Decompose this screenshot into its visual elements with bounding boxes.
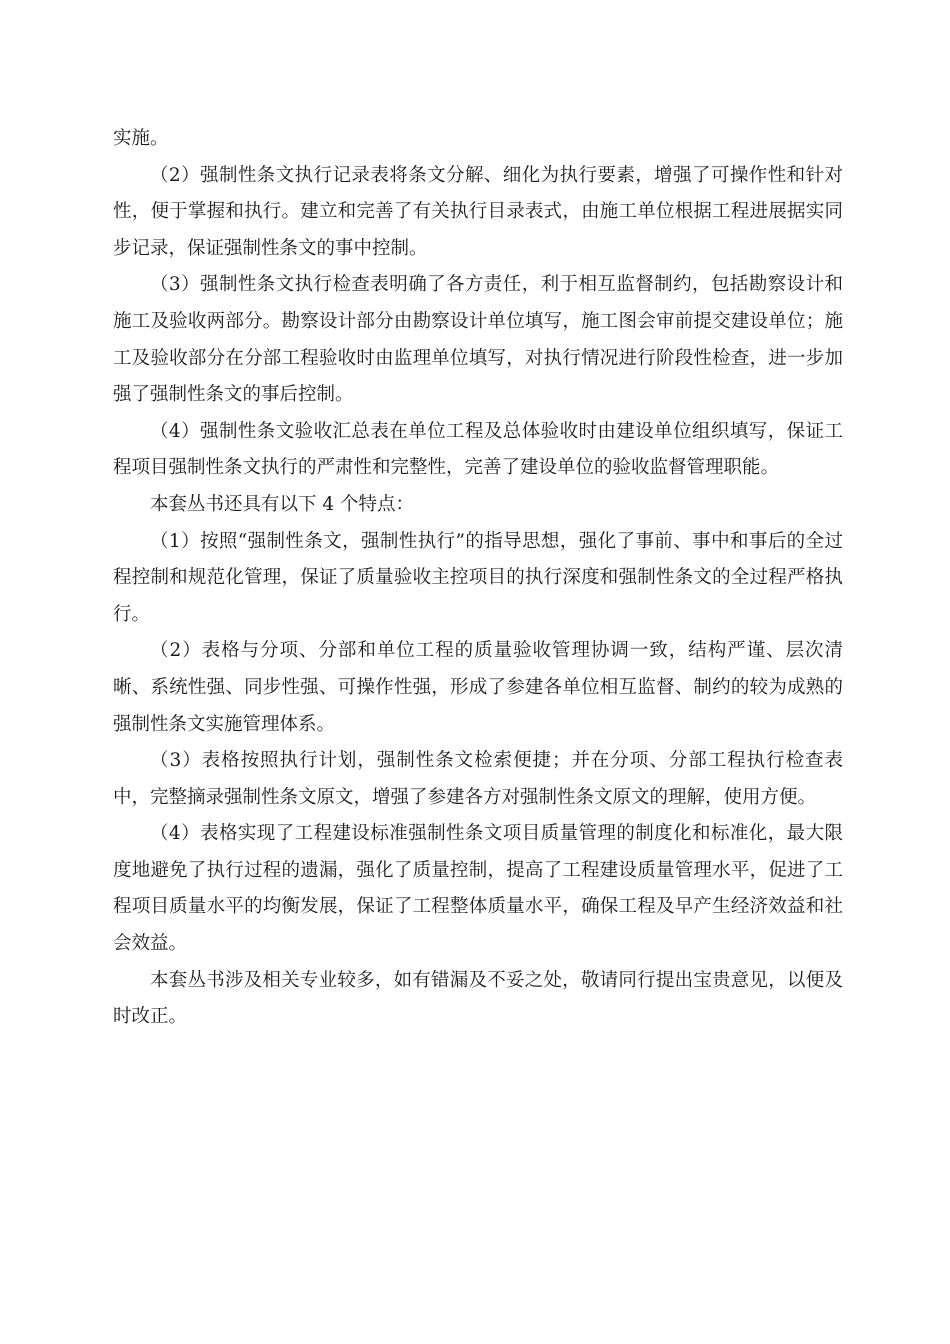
paragraph-feature-4: （4）表格实现了工程建设标准强制性条文项目质量管理的制度化和标准化，最大限度地避免了执行过程的遗漏，强化了质量控制，提高了工程建设质量管理水平，促进了工程项目质量水平的均衡发展，保证了工程整体质量水平，确保工程及早产生经济效益和社会效益。: [113, 823, 843, 955]
paragraph-acceptance-summary-table: （4）强制性条文验收汇总表在单位工程及总体验收时由建设单位组织填写，保证工程项目强制性条文执行的严肃性和完整性，完善了建设单位的验收监督管理职能。: [113, 420, 843, 479]
paragraph-closing-note: 本套丛书涉及相关专业较多，如有错漏及不妥之处，敬请同行提出宝贵意见，以便及时改正。: [113, 969, 843, 1028]
paragraph-feature-1: （1）按照“强制性条文，强制性执行”的指导思想，强化了事前、事中和事后的全过程控制和规范化管理，保证了质量验收主控项目的执行深度和强制性条文的全过程严格执行。: [113, 530, 843, 625]
paragraph-feature-2: （2）表格与分项、分部和单位工程的质量验收管理协调一致，结构严谨、层次清晰、系统性强、同步性强、可操作性强，形成了参建各单位相互监督、制约的较为成熟的强制性条文实施管理体系。: [113, 640, 843, 735]
body-text: [113, 121, 843, 1036]
paragraph-execution-record-table: （2）强制性条文执行记录表将条文分解、细化为执行要素，增强了可操作性和针对性，便于掌握和执行。建立和完善了有关执行目录表式，由施工单位根据工程进展据实同步记录，保证强制性条文的事中控制。: [113, 164, 843, 259]
paragraph-features-intro: 本套丛书还具有以下 4 个特点：: [150, 493, 415, 515]
paragraph-execution-check-table: （3）强制性条文执行检查表明确了各方责任，利于相互监督制约，包括勘察设计和施工及验收两部分。勘察设计部分由勘察设计单位填写，施工图会审前提交建设单位；施工及验收部分在分部工程验收时由监理单位填写，对执行情况进行阶段性检查，进一步加强了强制性条文的事后控制。: [113, 274, 843, 406]
paragraph-feature-3: （3）表格按照执行计划，强制性条文检索便捷；并在分项、分部工程执行检查表中，完整摘录强制性条文原文，增强了参建各方对强制性条文原文的理解，使用方便。: [113, 750, 843, 808]
paragraph-continuation: 实施。: [113, 128, 169, 149]
